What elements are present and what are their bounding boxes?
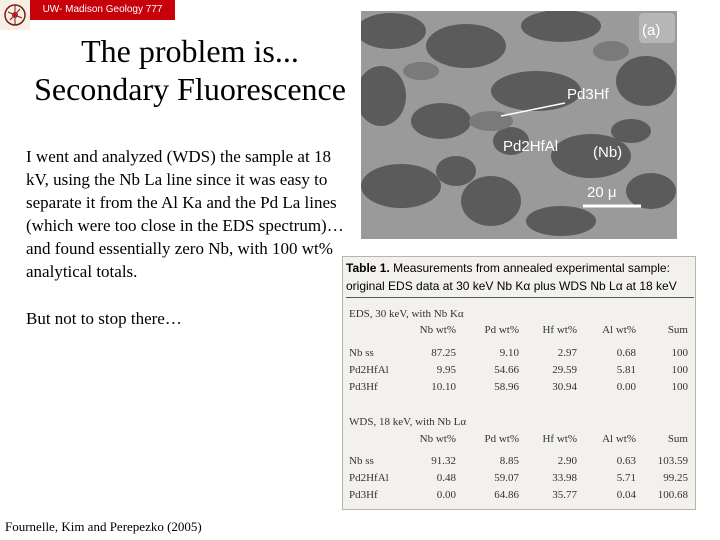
col-hf: Hf wt% [542,433,577,445]
cell: 33.98 [552,472,577,484]
cell: 0.68 [616,347,636,359]
phase-label-pd2hfal: Pd2HfAl [503,138,559,155]
cell: 5.81 [616,364,636,376]
cell: 10.10 [431,381,456,393]
title-line-2: Secondary Fluorescence [34,71,346,107]
cell: 103.59 [657,455,688,467]
cell: 0.00 [616,381,636,393]
row-label: Pd3Hf [349,381,378,393]
slide-body [26,145,346,330]
table-divider [346,297,694,298]
phase-label-nb: (Nb) [593,144,623,161]
course-banner: UW- Madison Geology 777 [30,0,175,20]
eds-heading: EDS, 30 keV, with Nb Kα [349,308,464,320]
sem-micrograph [361,11,677,239]
table-row [349,471,694,486]
cell: 0.04 [616,489,636,501]
cell: 0.63 [616,455,636,467]
table-caption [346,259,694,295]
results-table [342,256,696,510]
cell: 5.71 [616,472,636,484]
panel-label: (a) [642,22,661,39]
col-hf: Hf wt% [542,324,577,336]
cell: 99.25 [663,472,688,484]
phase-label-pd3hf: Pd3Hf [567,86,609,103]
wds-heading: WDS, 18 keV, with Nb Lα [349,416,467,428]
cell: 9.10 [499,347,519,359]
row-label: Nb ss [349,347,374,359]
table-row [349,346,694,361]
col-al: Al wt% [602,324,636,336]
col-nb: Nb wt% [419,324,456,336]
col-al: Al wt% [602,433,636,445]
table-row [349,454,694,469]
body-paragraph-2: But not to stop there… [26,309,182,328]
cell: 100 [671,381,688,393]
cell: 87.25 [431,347,456,359]
eds-header-row [349,323,694,338]
col-sum: Sum [667,433,688,445]
slide-title [10,32,370,108]
cell: 64.86 [494,489,519,501]
table-caption-number: Table 1. [346,261,390,275]
row-label: Pd2HfAl [349,364,389,376]
cell: 2.97 [557,347,577,359]
row-label: Nb ss [349,455,374,467]
cell: 59.07 [494,472,519,484]
table-row [349,488,694,503]
row-label: Pd3Hf [349,489,378,501]
cell: 58.96 [494,381,519,393]
cell: 100 [671,347,688,359]
table-caption-text: Measurements from annealed experimental sample: original EDS data at 30 keV Nb Kα plus WDS Nb Lα at 18 keV [346,261,677,293]
col-nb: Nb wt% [419,433,456,445]
col-pd: Pd wt% [484,324,519,336]
cell: 2.90 [557,455,577,467]
cell: 8.85 [499,455,519,467]
col-pd: Pd wt% [484,433,519,445]
title-line-1: The problem is... [81,33,299,69]
cell: 91.32 [431,455,456,467]
university-logo [0,0,30,30]
citation: Fournelle, Kim and Perepezko (2005) [5,519,202,534]
cell: 0.48 [436,472,456,484]
cell: 100 [671,364,688,376]
cell: 29.59 [552,364,577,376]
cell: 30.94 [552,381,577,393]
cell: 100.68 [657,489,688,501]
cell: 0.00 [436,489,456,501]
col-sum: Sum [667,324,688,336]
body-paragraph-1: I went and analyzed (WDS) the sample at 18 kV, using the Nb La line since it was easy to separate it from the Al Ka and the Pd La lines (which were too close in the EDS spectrum)…and found essentially zero Nb, with 100 wt% analytical totals. [26,147,344,281]
cell: 54.66 [494,364,519,376]
table-row [349,363,694,378]
cell: 9.95 [436,364,456,376]
cell: 35.77 [552,489,577,501]
wds-header-row [349,432,694,447]
table-row [349,380,694,395]
scale-label: 20 μ [587,184,617,201]
row-label: Pd2HfAl [349,472,389,484]
